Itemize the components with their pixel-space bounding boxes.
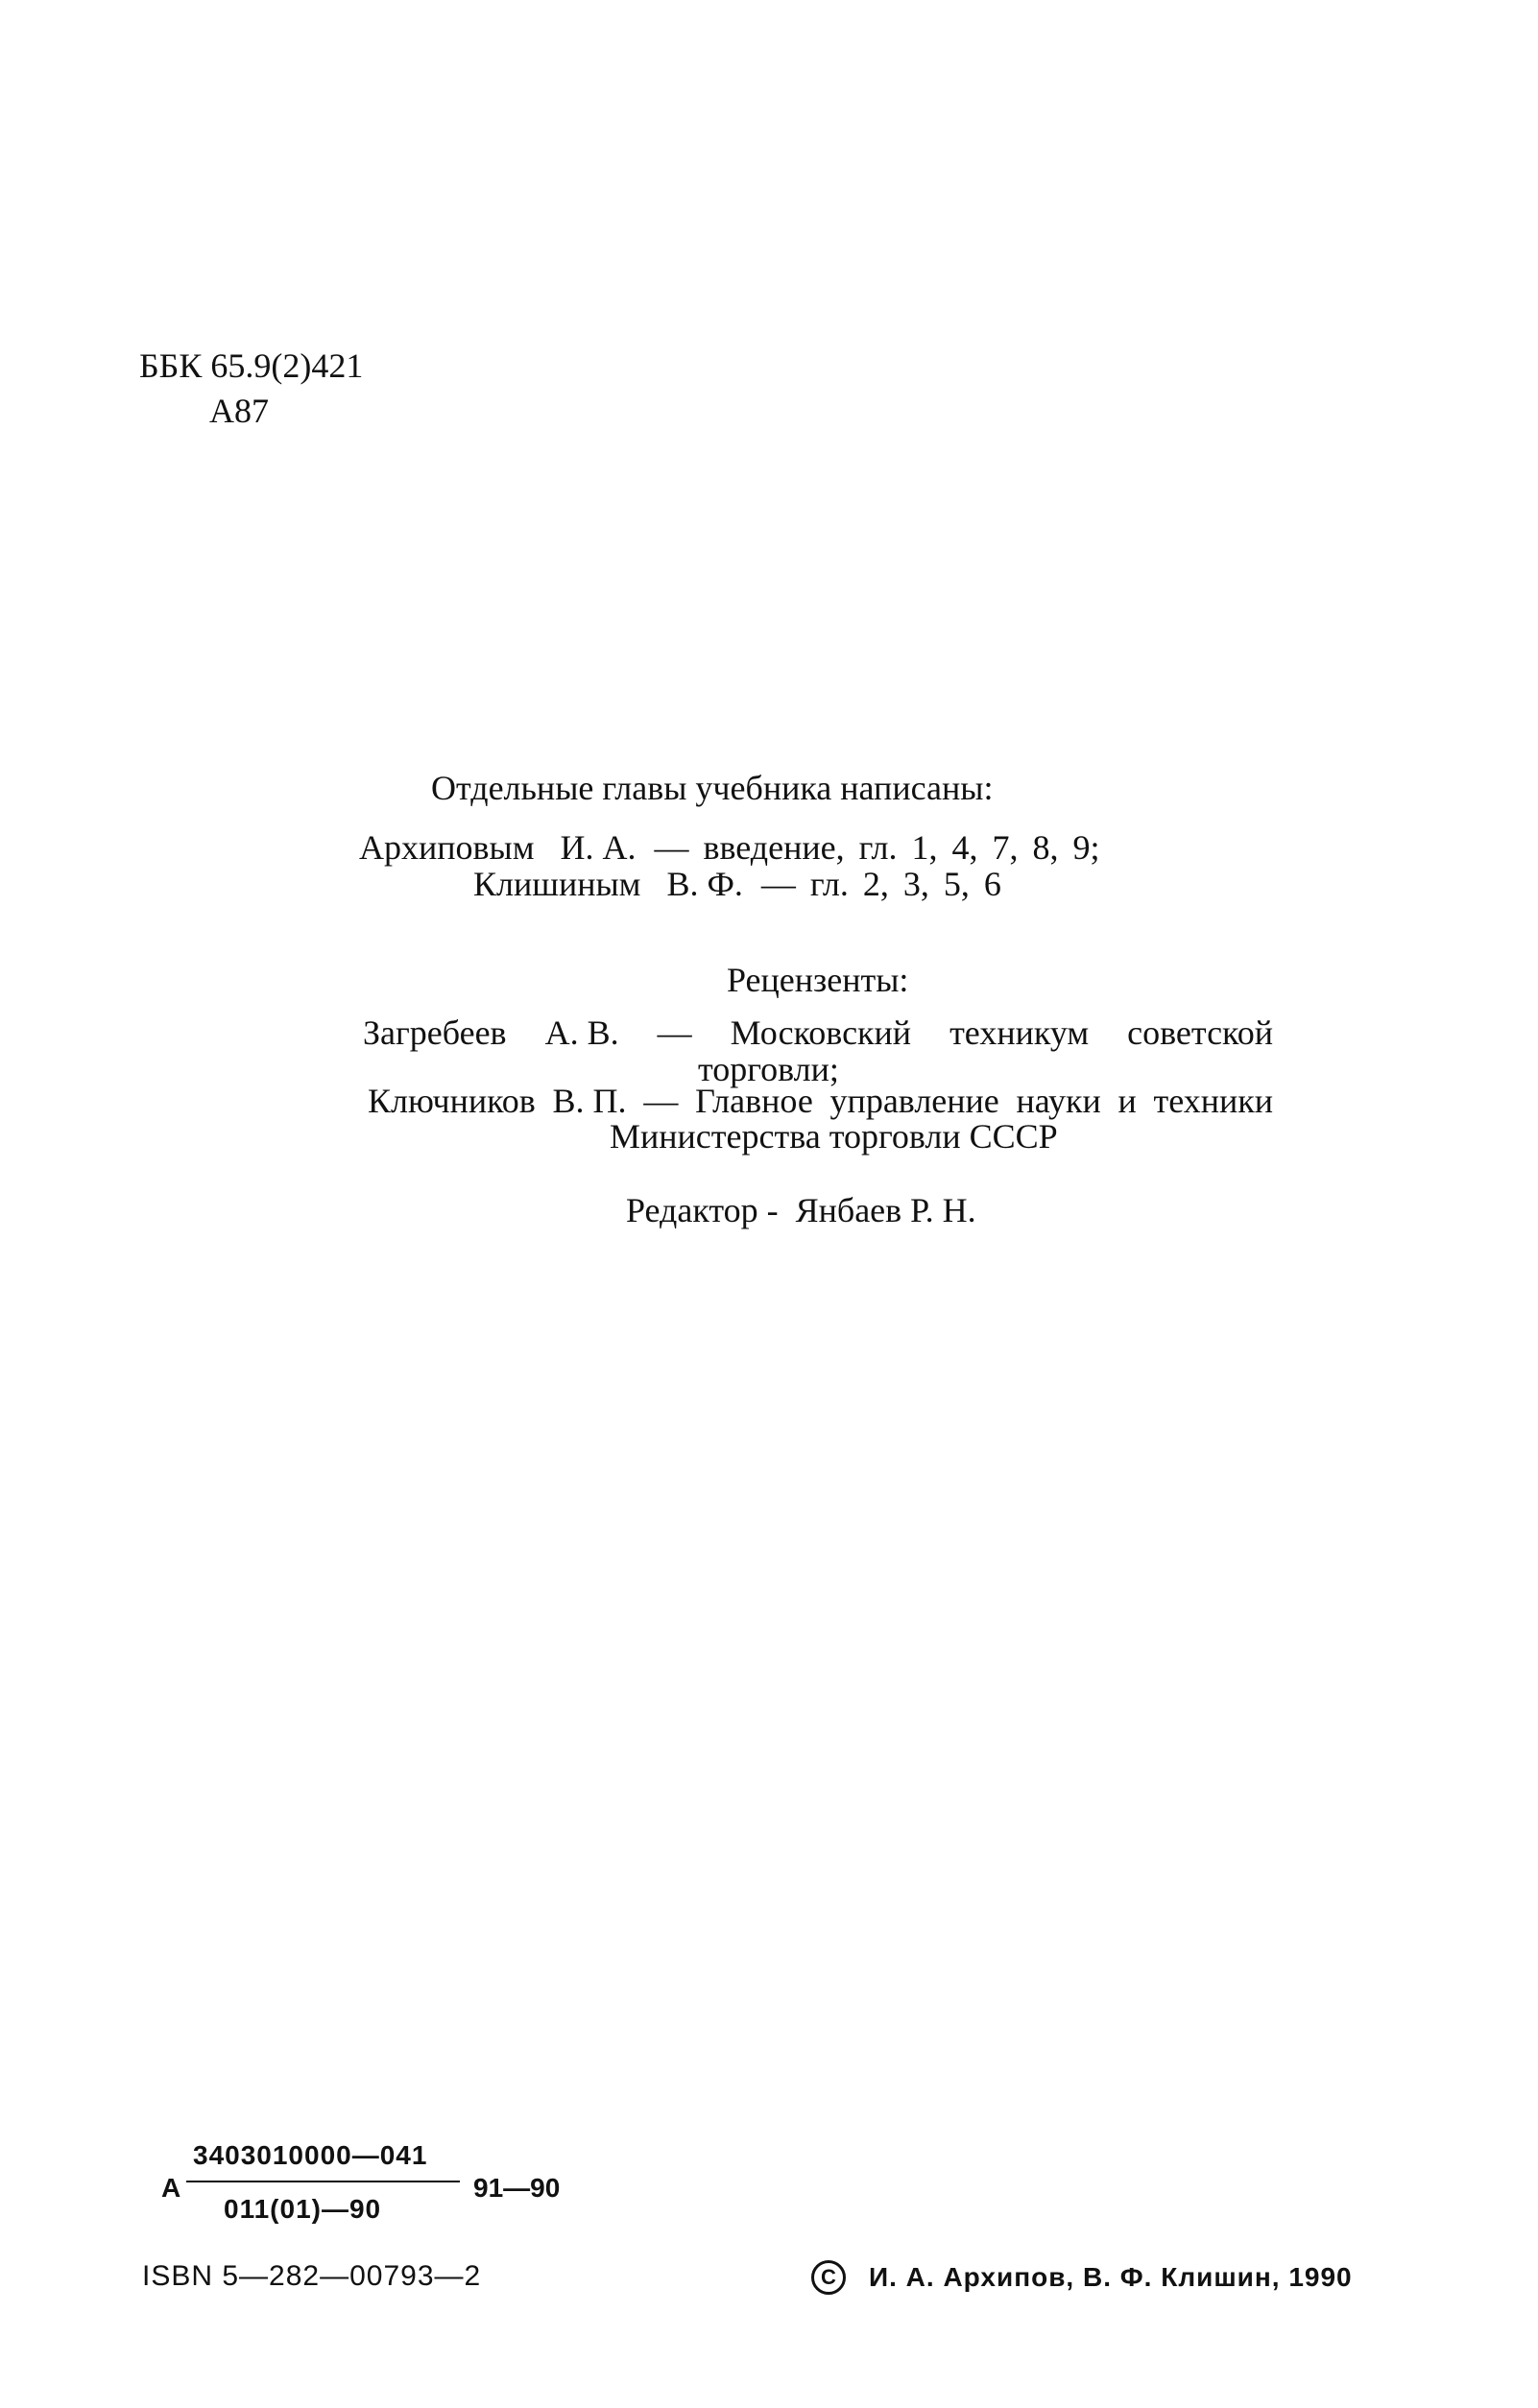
- reviewer-org-word: техникум: [949, 1013, 1090, 1052]
- reviewer-dash: —: [643, 1082, 679, 1120]
- reviewer-org-word: и: [1117, 1082, 1137, 1120]
- reviewer-org-continuation: торговли;: [698, 1050, 839, 1088]
- reviewer-org-continuation: Министерства торговли СССР: [610, 1117, 1058, 1156]
- copyright-icon: С: [811, 2260, 846, 2295]
- reviewers-heading: Рецензенты:: [727, 961, 909, 999]
- author-row: [473, 864, 1001, 904]
- reviewer-org-word: науки: [1016, 1082, 1101, 1120]
- reviewer-org-word: техники: [1153, 1082, 1273, 1120]
- author-name: Клишиным: [473, 865, 641, 903]
- copyright-line: [811, 2260, 1353, 2295]
- reviewer-org-word: управление: [829, 1082, 999, 1120]
- fraction-bar: [186, 2181, 460, 2182]
- reviewer-initials: В. П.: [552, 1082, 627, 1120]
- bbk-classification-code: ББК 65.9(2)421: [139, 346, 364, 385]
- editor-label: Редактор -: [626, 1191, 779, 1229]
- author-row: [359, 827, 1100, 868]
- editor-line: [626, 1190, 976, 1230]
- editor-name: Янбаев Р. Н.: [795, 1191, 976, 1229]
- catalog-index: [161, 2140, 603, 2236]
- author-name: Архиповым: [359, 828, 535, 867]
- author-initials: В. Ф.: [666, 865, 743, 903]
- reviewer-org-word: советской: [1127, 1013, 1273, 1052]
- reviewer-name: Ключников: [368, 1082, 536, 1120]
- author-initials: И. А.: [560, 828, 637, 867]
- reviewer-name: Загребеев: [363, 1013, 507, 1052]
- reviewer-org-word: Московский: [730, 1013, 912, 1052]
- copyright-text: И. А. Архипов, В. Ф. Клишин, 1990: [869, 2262, 1353, 2292]
- catalog-index-denominator: 011(01)—90: [224, 2194, 382, 2224]
- author-chapters: — гл. 2, 3, 5, 6: [760, 865, 1001, 903]
- authors-heading: Отдельные главы учебника написаны:: [431, 769, 994, 807]
- reviewer-dash: —: [657, 1013, 692, 1052]
- reviewer-entry: [363, 1013, 1273, 1053]
- author-chapters: — введение, гл. 1, 4, 7, 8, 9;: [654, 828, 1100, 867]
- catalog-index-prefix: А: [161, 2173, 181, 2203]
- author-mark: А87: [209, 392, 269, 430]
- catalog-index-numerator: 3403010000—041: [193, 2140, 428, 2170]
- reviewer-entry: [368, 1081, 1273, 1121]
- isbn: ISBN 5—282—00793—2: [142, 2260, 482, 2292]
- reviewer-org-word: Главное: [695, 1082, 813, 1120]
- catalog-index-suffix: 91—90: [473, 2173, 561, 2203]
- reviewer-initials: А. В.: [544, 1013, 619, 1052]
